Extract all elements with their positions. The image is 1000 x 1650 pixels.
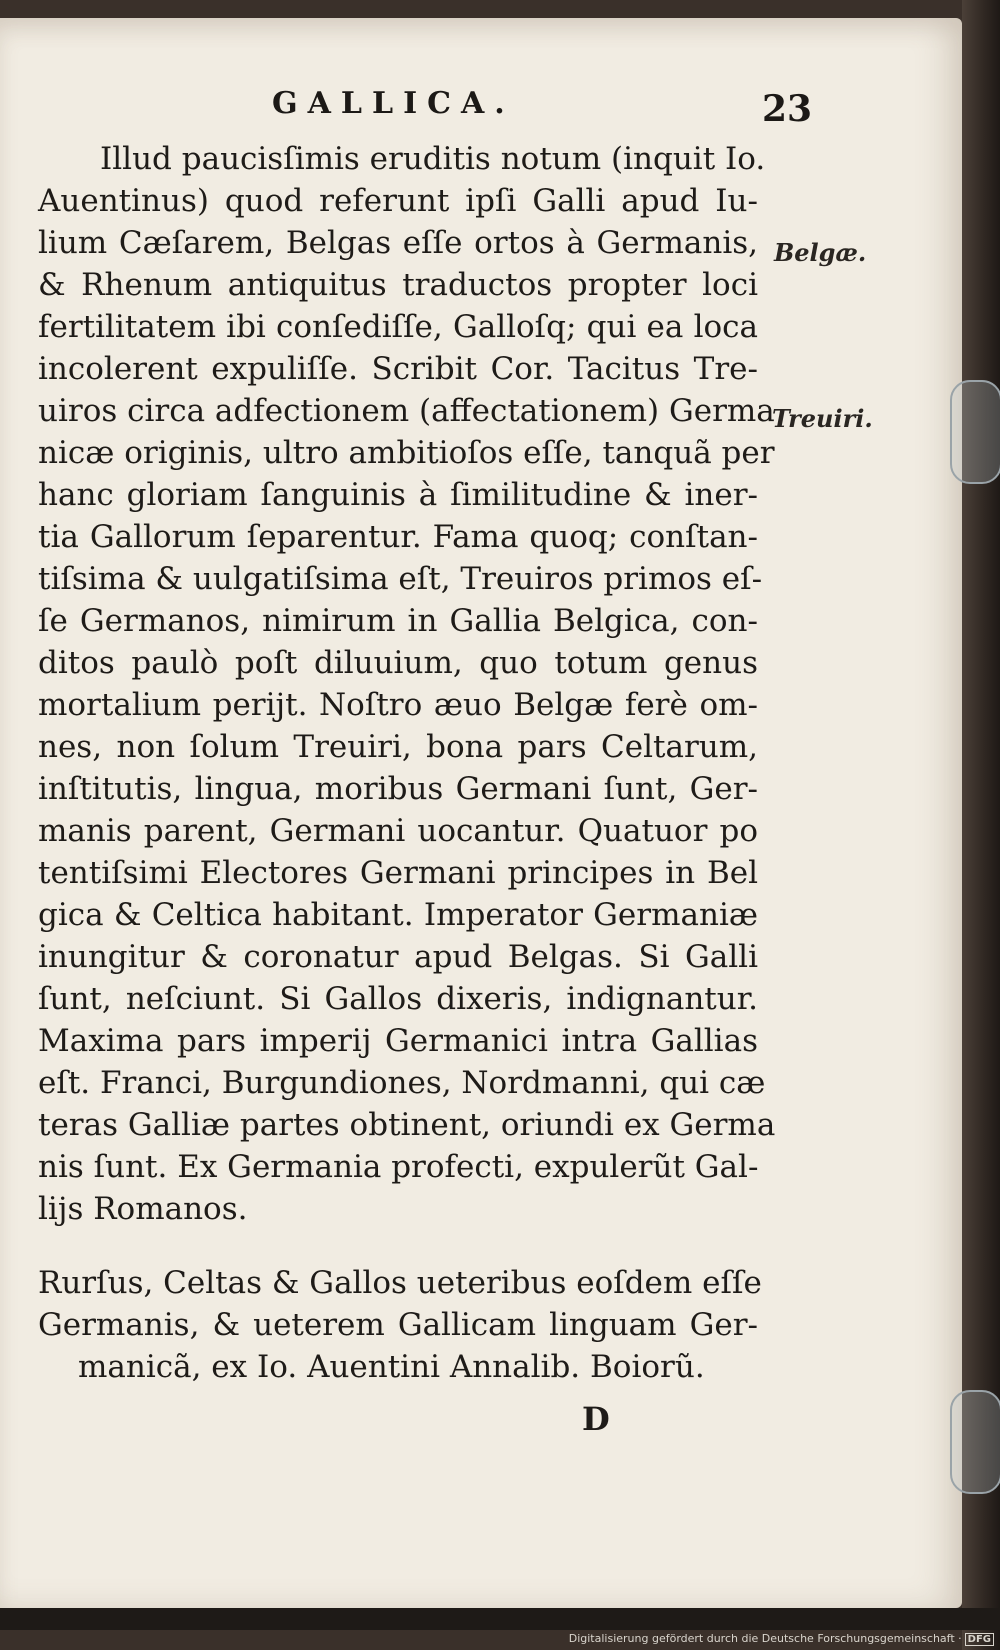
margin-note-belgae: Belgæ. <box>774 238 867 267</box>
text-line: gica & Celtica habitant. Imperator Germaniæ <box>38 897 758 933</box>
section-line: Rurſus, Celtas & Gallos ueteribus eoſdem eſſe <box>38 1265 762 1301</box>
text-line: inſtitutis, lingua, moribus Germani ſunt, Ger- <box>38 771 758 807</box>
main-text-block <box>38 138 776 1230</box>
text-line: lium Cæſarem, Belgas eſſe ortos à Germanis, <box>38 225 758 261</box>
running-head: GALLICA. <box>272 86 515 121</box>
text-line: fertilitatem ibi conſediſſe, Galloſq; qui ea loca <box>38 309 758 345</box>
text-line: eſt. Franci, Burgundiones, Nordmanni, qui cæ <box>38 1065 766 1101</box>
text-line: tiſsima & uulgatiſsima eſt, Treuiros primos eſ- <box>38 561 763 597</box>
section-line: manicã, ex Io. Auentini Annalib. Boiorũ. <box>78 1349 705 1385</box>
scan-bottom-strip <box>0 1608 1000 1630</box>
margin-note-treuiri: Treuiri. <box>772 404 873 433</box>
text-line: & Rhenum antiquitus traductos propter loci <box>38 267 758 303</box>
text-line: ſe Germanos, nimirum in Gallia Belgica, con- <box>38 603 758 639</box>
text-line: tia Gallorum ſeparentur. Fama quoq; conſtan- <box>38 519 758 555</box>
page-clip-top <box>950 380 1000 484</box>
page-number: 23 <box>762 88 813 130</box>
section-heading-block <box>38 1262 762 1388</box>
text-line: ſunt, neſciunt. Si Gallos dixeris, indignantur. <box>38 981 758 1017</box>
text-line: teras Galliæ partes obtinent, oriundi ex Germa <box>38 1107 776 1143</box>
signature-mark: D <box>582 1400 610 1438</box>
text-line: nis ſunt. Ex Germania profecti, expulerũt Gal- <box>38 1149 759 1185</box>
text-line: inungitur & coronatur apud Belgas. Si Galli <box>38 939 758 975</box>
text-line: nicæ originis, ultro ambitioſos eſſe, tanquã per <box>38 435 775 471</box>
text-line: Maxima pars imperij Germanici intra Gallias <box>38 1023 758 1059</box>
footer-text: Digitalisierung gefördert durch die Deutsche Forschungsgemeinschaft · <box>568 1632 962 1645</box>
text-line: Illud paucisſimis eruditis notum (inquit Io. <box>100 141 766 177</box>
text-line: nes, non ſolum Treuiri, bona pars Celtarum, <box>38 729 758 765</box>
text-line: hanc gloriam ſanguinis à ſimilitudine & iner- <box>38 477 758 513</box>
page-clip-bottom <box>950 1390 1000 1494</box>
text-line: manis parent, Germani uocantur. Quatuor po <box>38 813 758 849</box>
text-line: uiros circa adfectionem (affectationem) Germa <box>38 393 775 429</box>
text-line: incolerent expuliſſe. Scribit Cor. Tacitus Tre- <box>38 351 758 387</box>
text-line: mortalium perijt. Noſtro æuo Belgæ ferè om- <box>38 687 758 723</box>
text-line: lijs Romanos. <box>38 1191 248 1227</box>
text-line: tentiſsimi Electores Germani principes in Bel <box>38 855 758 891</box>
dfg-logo-icon: DFG <box>965 1633 994 1646</box>
section-line: Germanis, & ueterem Gallicam linguam Ger- <box>38 1307 758 1343</box>
text-line: Auentinus) quod referunt ipſi Galli apud Iu- <box>38 183 758 219</box>
text-line: ditos paulò poſt diluuium, quo totum genus <box>38 645 758 681</box>
digitization-footer <box>569 1632 994 1646</box>
